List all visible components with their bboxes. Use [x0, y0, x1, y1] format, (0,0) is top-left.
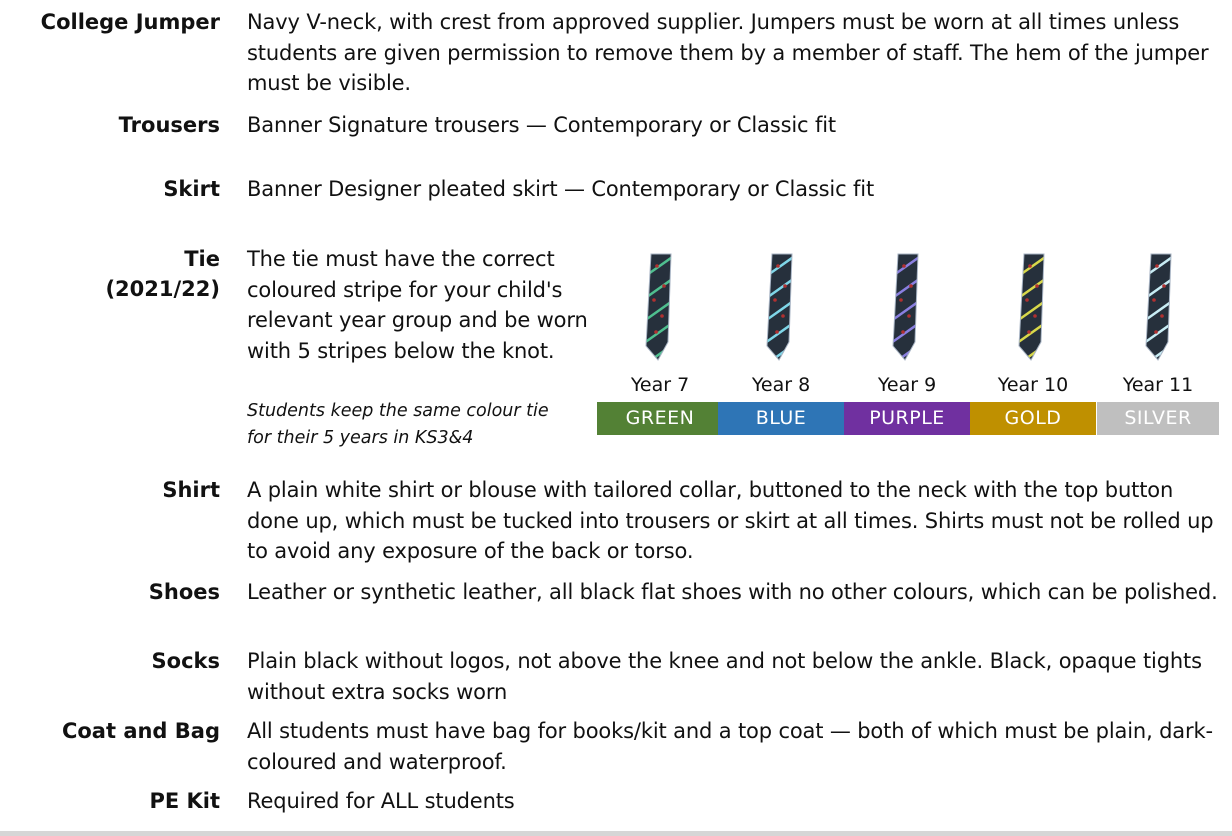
label-shoes: Shoes — [148, 580, 220, 604]
tie-icon — [1137, 252, 1185, 364]
label-tie — [105, 244, 220, 304]
page-bottom-border — [0, 831, 1232, 836]
tie-colour-band: SILVER — [1097, 402, 1219, 435]
label-socks: Socks — [151, 649, 220, 673]
label-pe-kit: PE Kit — [149, 789, 220, 813]
desc-socks: Plain black without logos, not above the knee and not below the ankle. Black, opaque tights without extra socks worn — [247, 649, 1202, 704]
tie-colour-band: BLUE — [718, 402, 844, 435]
tie-year-7 — [597, 248, 723, 436]
tie-icon — [758, 252, 806, 364]
tie-year-label: Year 7 — [630, 374, 690, 396]
tie-colour-band: GREEN — [597, 402, 723, 435]
tie-year-label: Year 10 — [997, 374, 1069, 396]
label-skirt: Skirt — [163, 177, 220, 201]
label-coat-and-bag: Coat and Bag — [61, 719, 220, 743]
desc-pe-kit: Required for ALL students — [247, 789, 515, 813]
label-tie-line2: (2021/22) — [105, 277, 220, 301]
tie-year-10 — [970, 248, 1096, 436]
tie-icon — [884, 252, 932, 364]
label-college-jumper: College Jumper — [40, 10, 220, 34]
label-trousers: Trousers — [118, 113, 220, 137]
tie-colour-band: GOLD — [970, 402, 1096, 435]
desc-coat-and-bag: All students must have bag for books/kit and a top coat — both of which must be plain, dark-coloured and waterproof. — [247, 719, 1213, 774]
desc-shoes: Leather or synthetic leather, all black flat shoes with no other colours, which can be polished. — [247, 580, 1218, 604]
desc-college-jumper: Navy V-neck, with crest from approved supplier. Jumpers must be worn at all times unless students are given permission to remove them by a member of staff. The hem of the jumper must be visible. — [247, 10, 1209, 95]
tie-year-9 — [844, 248, 970, 436]
tie-colour-panel — [597, 248, 1219, 436]
tie-year-11 — [1097, 248, 1219, 436]
desc-trousers: Banner Signature trousers — Contemporary or Classic fit — [247, 113, 836, 137]
desc-skirt: Banner Designer pleated skirt — Contemporary or Classic fit — [247, 177, 875, 201]
tie-year-label: Year 8 — [751, 374, 811, 396]
tie-colour-band: PURPLE — [844, 402, 970, 435]
desc-shirt: A plain white shirt or blouse with tailored collar, buttoned to the neck with the top button done up, which must be tucked into trousers or skirt at all times. Shirts must not be rolled up to avoid any exposure of the back or torso. — [247, 478, 1214, 563]
desc-tie: The tie must have the correct coloured stripe for your child's relevant year group and be worn with 5 stripes below the knot. — [247, 247, 588, 363]
tie-icon — [637, 252, 685, 364]
tie-note: Students keep the same colour tie for their 5 years in KS3&4 — [247, 401, 549, 448]
tie-year-8 — [718, 248, 844, 436]
tie-year-label: Year 11 — [1122, 374, 1194, 396]
tie-year-label: Year 9 — [877, 374, 937, 396]
tie-icon — [1010, 252, 1058, 364]
label-tie-line1: Tie — [184, 247, 220, 271]
label-shirt: Shirt — [162, 478, 220, 502]
